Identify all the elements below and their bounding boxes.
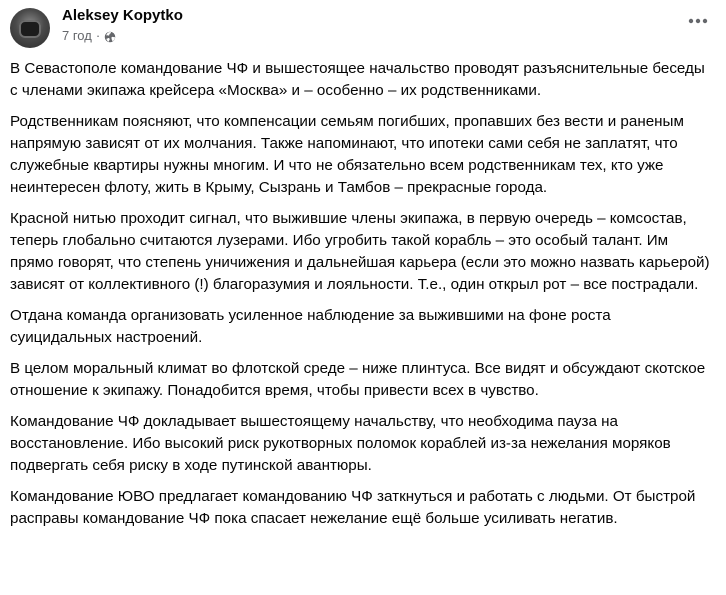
globe-icon	[104, 30, 116, 42]
meta-separator: ·	[95, 28, 101, 43]
post-paragraph: В Севастополе командование ЧФ и вышестоящее начальство проводят разъяснительные беседы с членами экипажа крейсера «Москва» и – особенно – их родственниками.	[10, 60, 705, 99]
more-horizontal-icon	[688, 11, 708, 29]
post-paragraph: Красной нитью проходит сигнал, что выжившие члены экипажа, в первую очередь – комсостав, теперь глобально считаются лузерами. Ибо угробить такой корабль – это особый талант. Им прямо говорят, что степень уничижения и дальнейшая карьера (если это можно назвать карьерой) зависят от коллективного (!) благоразумия и лояльности. Т.е., один открыл рот – все пострадали.	[10, 210, 710, 293]
post-header	[10, 0, 712, 58]
post-paragraph: Командование ЧФ докладывает вышестоящему начальству, что необходима пауза на восстановление. Ибо высокий риск рукотворных поломок кораблей из-за нежелания моряков подвергать себя риску в ходе путинской авантюры.	[10, 413, 671, 474]
post-meta	[62, 27, 183, 45]
post-paragraph: Отдана команда организовать усиленное наблюдение за выжившими на фоне роста суицидальных настроений.	[10, 307, 611, 346]
post-time[interactable]: 7 год	[62, 28, 92, 43]
post-paragraph: Родственникам поясняют, что компенсации семьям погибших, пропавших без вести и раненым напрямую зависят от их молчания. Также напоминают, что ипотеки сами себя не заплатят, что служебные квартиры нужны многим. И что не обязательно всем родственникам тех, кто уже неинтересен флоту, жить в Крыму, Сызрань и Тамбов – прекрасные города.	[10, 113, 684, 196]
post-paragraph: Командование ЮВО предлагает командованию ЧФ заткнуться и работать с людьми. От быстрой расправы командование ЧФ пока спасает нежелание ещё больше усиливать негатив.	[10, 488, 696, 527]
author-name[interactable]: Aleksey Kopytko	[62, 7, 183, 24]
post-paragraph: В целом моральный климат во флотской среде – ниже плинтуса. Все видят и обсуждают скотское отношение к экипажу. Понадобится время, чтобы привести всех в чувство.	[10, 360, 706, 399]
post-body	[10, 58, 712, 530]
header-text	[62, 6, 183, 45]
more-options-button[interactable]	[686, 8, 710, 32]
avatar[interactable]	[10, 8, 50, 48]
